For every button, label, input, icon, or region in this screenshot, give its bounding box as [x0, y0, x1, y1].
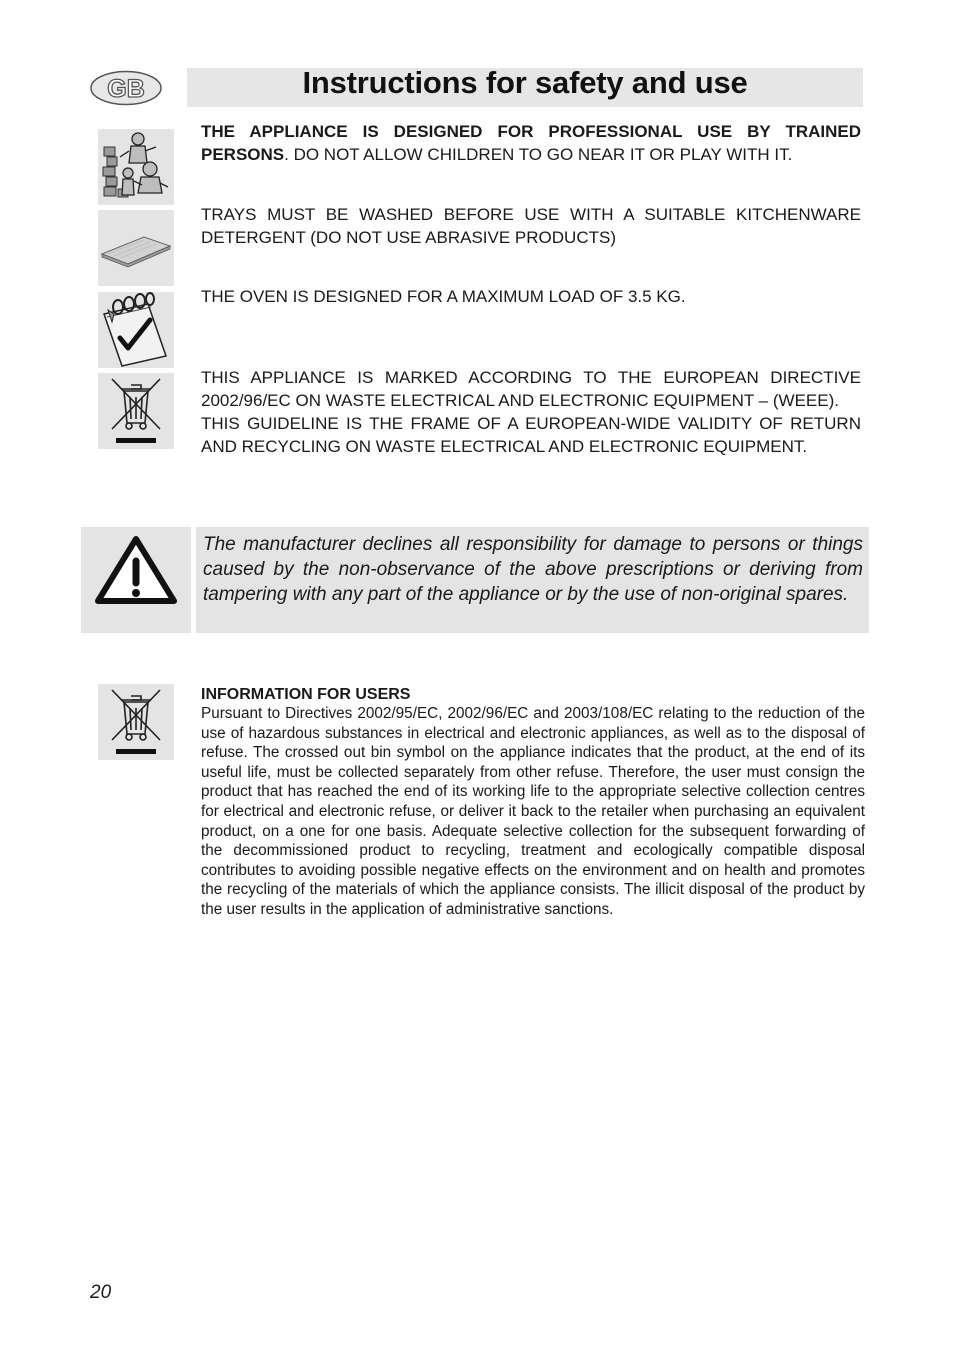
page-number: 20: [90, 1282, 112, 1303]
children-warning-rest: . DO NOT ALLOW CHILDREN TO GO NEAR IT OR PLAY WITH IT.: [284, 145, 793, 164]
weee-text-2: THIS GUIDELINE IS THE FRAME OF A EUROPEAN-WIDE VALIDITY OF RETURN AND RECYCLING ON WASTE ELECTRICAL AND ELECTRONIC EQUIPMENT.: [201, 414, 861, 456]
warning-triangle-icon: [81, 527, 191, 633]
children-warning-bold: THE APPLIANCE IS DESIGNED FOR PROFESSIONAL USE BY TRAINED PERSONS: [201, 122, 861, 164]
children-playing-icon: [98, 129, 174, 205]
warning-icon-panel: [81, 527, 191, 633]
weee-directive-text: [201, 366, 861, 458]
checklist-notepad-icon: [98, 292, 174, 368]
trays-text: TRAYS MUST BE WASHED BEFORE USE WITH A SUITABLE KITCHENWARE DETERGENT (DO NOT USE ABRASIVE PRODUCTS): [201, 205, 861, 247]
baking-tray-icon: [98, 210, 174, 286]
max-load-text: THE OVEN IS DESIGNED FOR A MAXIMUM LOAD OF 3.5 KG.: [201, 287, 686, 306]
crossed-bin-icon: [98, 373, 174, 449]
page-title: Instructions for safety and use: [302, 65, 748, 100]
warning-panel: [196, 527, 869, 633]
language-badge: [90, 70, 162, 106]
weee-text-1: THIS APPLIANCE IS MARKED ACCORDING TO THE EUROPEAN DIRECTIVE 2002/96/EC ON WASTE ELECTRICAL AND ELECTRONIC EQUIPMENT – (WEEE).: [201, 368, 861, 410]
info-body: Pursuant to Directives 2002/95/EC, 2002/96/EC and 2003/108/EC relating to the reduction of the use of hazardous substances in electrical and electronic appliances, as well as to the disposal of refuse. The crossed out bin symbol on the appliance indicates that the product, at the end of its useful life, must be collected separately from other refuse. Therefore, the user must consign the product that has reached the end of its working life to the appropriate selective collection centres for electrical and electronic refuse, or deliver it back to the retailer when purchasing an equivalent product, on a one for one basis. Adequate selective collection for the subsequent forwarding of the decommissioned product to recycling, treatment and ecologically compatible disposal contributes to avoiding possible negative effects on the environment and on health and promotes the recycling of the materials of which the appliance consists. The illicit disposal of the product by the user results in the application of administrative sanctions.: [201, 705, 865, 918]
children-warning-text: [201, 120, 861, 166]
info-title: INFORMATION FOR USERS: [201, 686, 411, 703]
disclaimer-text: The manufacturer declines all responsibility for damage to persons or things caused by the non-observance of the above prescriptions or deriving from tampering with any part of the appliance or by the use of non-original spares.: [203, 534, 863, 605]
language-badge-label: GB: [107, 75, 145, 103]
title-bar: [187, 65, 863, 107]
info-crossed-bin-icon: [98, 684, 174, 760]
